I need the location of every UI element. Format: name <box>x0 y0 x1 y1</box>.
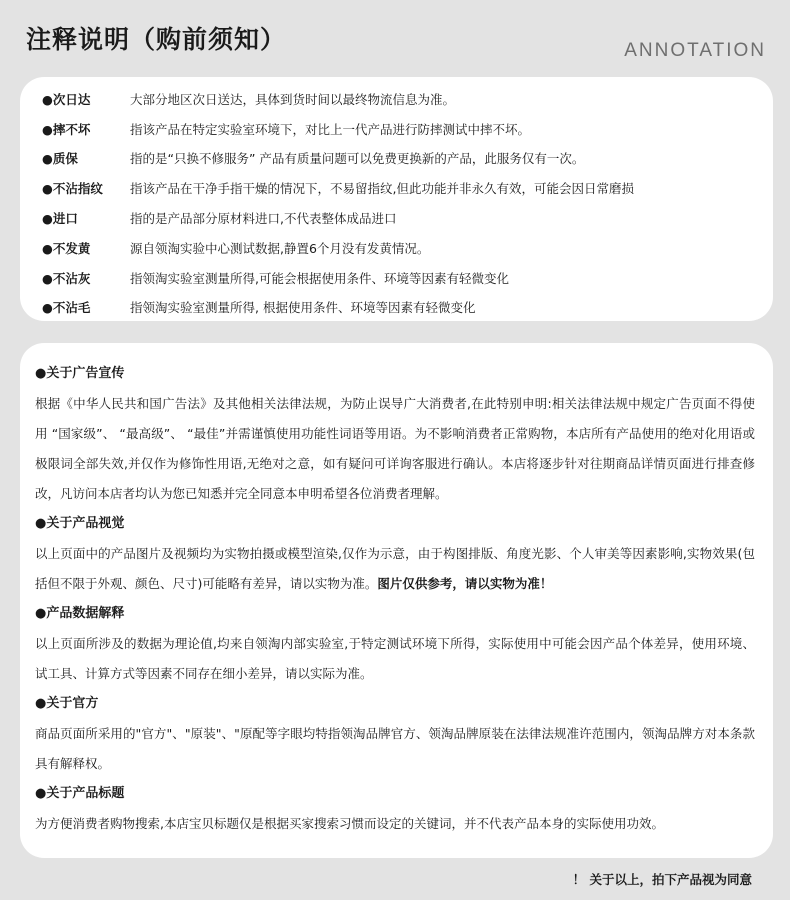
section-text-data: 以上页面所涉及的数据为理论值,均来自领淘内部实验室,于特定测试环境下所得，实际使用中可能会因产品个体差异，使用环境、试工具、计算方式等因素不同存在细小差异，请以实际为准。 <box>35 636 755 681</box>
section-title-visual: ●关于产品视觉 <box>35 516 125 531</box>
section-text-visual <box>35 539 755 599</box>
page-subtitle: ANNOTATION <box>624 40 766 61</box>
term-row <box>42 203 773 233</box>
term-desc: 指该产品在特定实验室环境下，对比上一代产品进行防摔测试中摔不坏。 <box>130 121 531 137</box>
section-title-product-title: ●关于产品标题 <box>35 786 125 801</box>
term-desc: 指领淘实验室测量所得, 根据使用条件、环境等因素有轻微变化 <box>130 300 476 316</box>
term-desc: 指该产品在干净手指干燥的情况下，不易留指纹,但此功能并非永久有效，可能会因日常磨损 <box>130 181 634 197</box>
notices-card <box>20 343 773 858</box>
section-title-official: ●关于官方 <box>35 696 99 711</box>
term-row <box>42 263 773 293</box>
terms-card <box>20 77 773 321</box>
section-text-official: 商品页面所采用的"官方"、"原装"、"原配等字眼均特指领淘品牌官方、领淘品牌原装在法律法规准许范围内，领淘品牌方对本条款具有解释权。 <box>35 726 755 771</box>
term-desc: 指的是“只换不修服务” 产品有质量问题可以免费更换新的产品，此服务仅有一次。 <box>130 151 585 167</box>
term-name: ●不沾指纹 <box>42 181 103 197</box>
term-row <box>42 144 773 174</box>
agreement-note: ！ 关于以上，拍下产品视为同意 <box>572 872 752 887</box>
term-desc: 指领淘实验室测量所得,可能会根据使用条件、环境等因素有轻微变化 <box>130 270 509 286</box>
term-name: ●不发黄 <box>42 240 91 256</box>
page-header <box>0 0 790 76</box>
term-row <box>42 84 773 114</box>
term-name: ●摔不坏 <box>42 121 91 137</box>
section-text-product-title: 为方便消费者购物搜索,本店宝贝标题仅是根据买家搜索习惯而设定的关键词，并不代表产品本身的实际使用功效。 <box>35 816 664 831</box>
term-name: ●不沾灰 <box>42 270 91 286</box>
term-desc: 大部分地区次日送达，具体到货时间以最终物流信息为准。 <box>130 91 456 107</box>
section-text-ad: 根据《中华人民共和国广告法》及其他相关法律法规，为防止误导广大消费者,在此特别申明:相关法律法规中规定广告页面不得使用 “国家级”、 “最高级”、 “最佳”并需谨慎使用功能性词语等用语。为不影响消费者正常购物，本店所有产品使用的绝对化用语或极限词全部失效,并仅作为修饰性用语,无绝对之意，如有疑问可详询客服进行确认。本店将逐步针对往期商品详情页面进行排查修改，凡访问本店者均认为您已知悉并完全同意本申明希望各位消费者理解。 <box>35 396 755 501</box>
term-name: ●不沾毛 <box>42 300 91 316</box>
term-row <box>42 293 773 323</box>
visual-emphasis: 图片仅供参考，请以实物为准！ <box>377 576 553 591</box>
term-desc: 指的是产品部分原材料进口,不代表整体成品进口 <box>130 211 397 227</box>
term-row <box>42 233 773 263</box>
term-desc: 源自领淘实验中心测试数据,静置6个月没有发黄情况。 <box>130 240 430 256</box>
term-name: ●次日达 <box>42 91 91 107</box>
page-title: 注释说明（购前须知） <box>26 25 287 54</box>
term-row <box>42 173 773 203</box>
section-title-ad: ●关于广告宣传 <box>35 366 125 381</box>
term-name: ●进口 <box>42 211 78 227</box>
visual-text: 以上页面中的产品图片及视频均为实物拍摄或模型渲染,仅作为示意，由于构图排版、角度光影、个人审美等因素影响,实物效果(包括但不限于外观、颜色、尺寸)可能略有差异，请以实物为准。 <box>35 546 755 591</box>
section-title-data: ●产品数据解释 <box>35 606 125 621</box>
term-name: ●质保 <box>42 151 78 167</box>
term-row <box>42 114 773 144</box>
